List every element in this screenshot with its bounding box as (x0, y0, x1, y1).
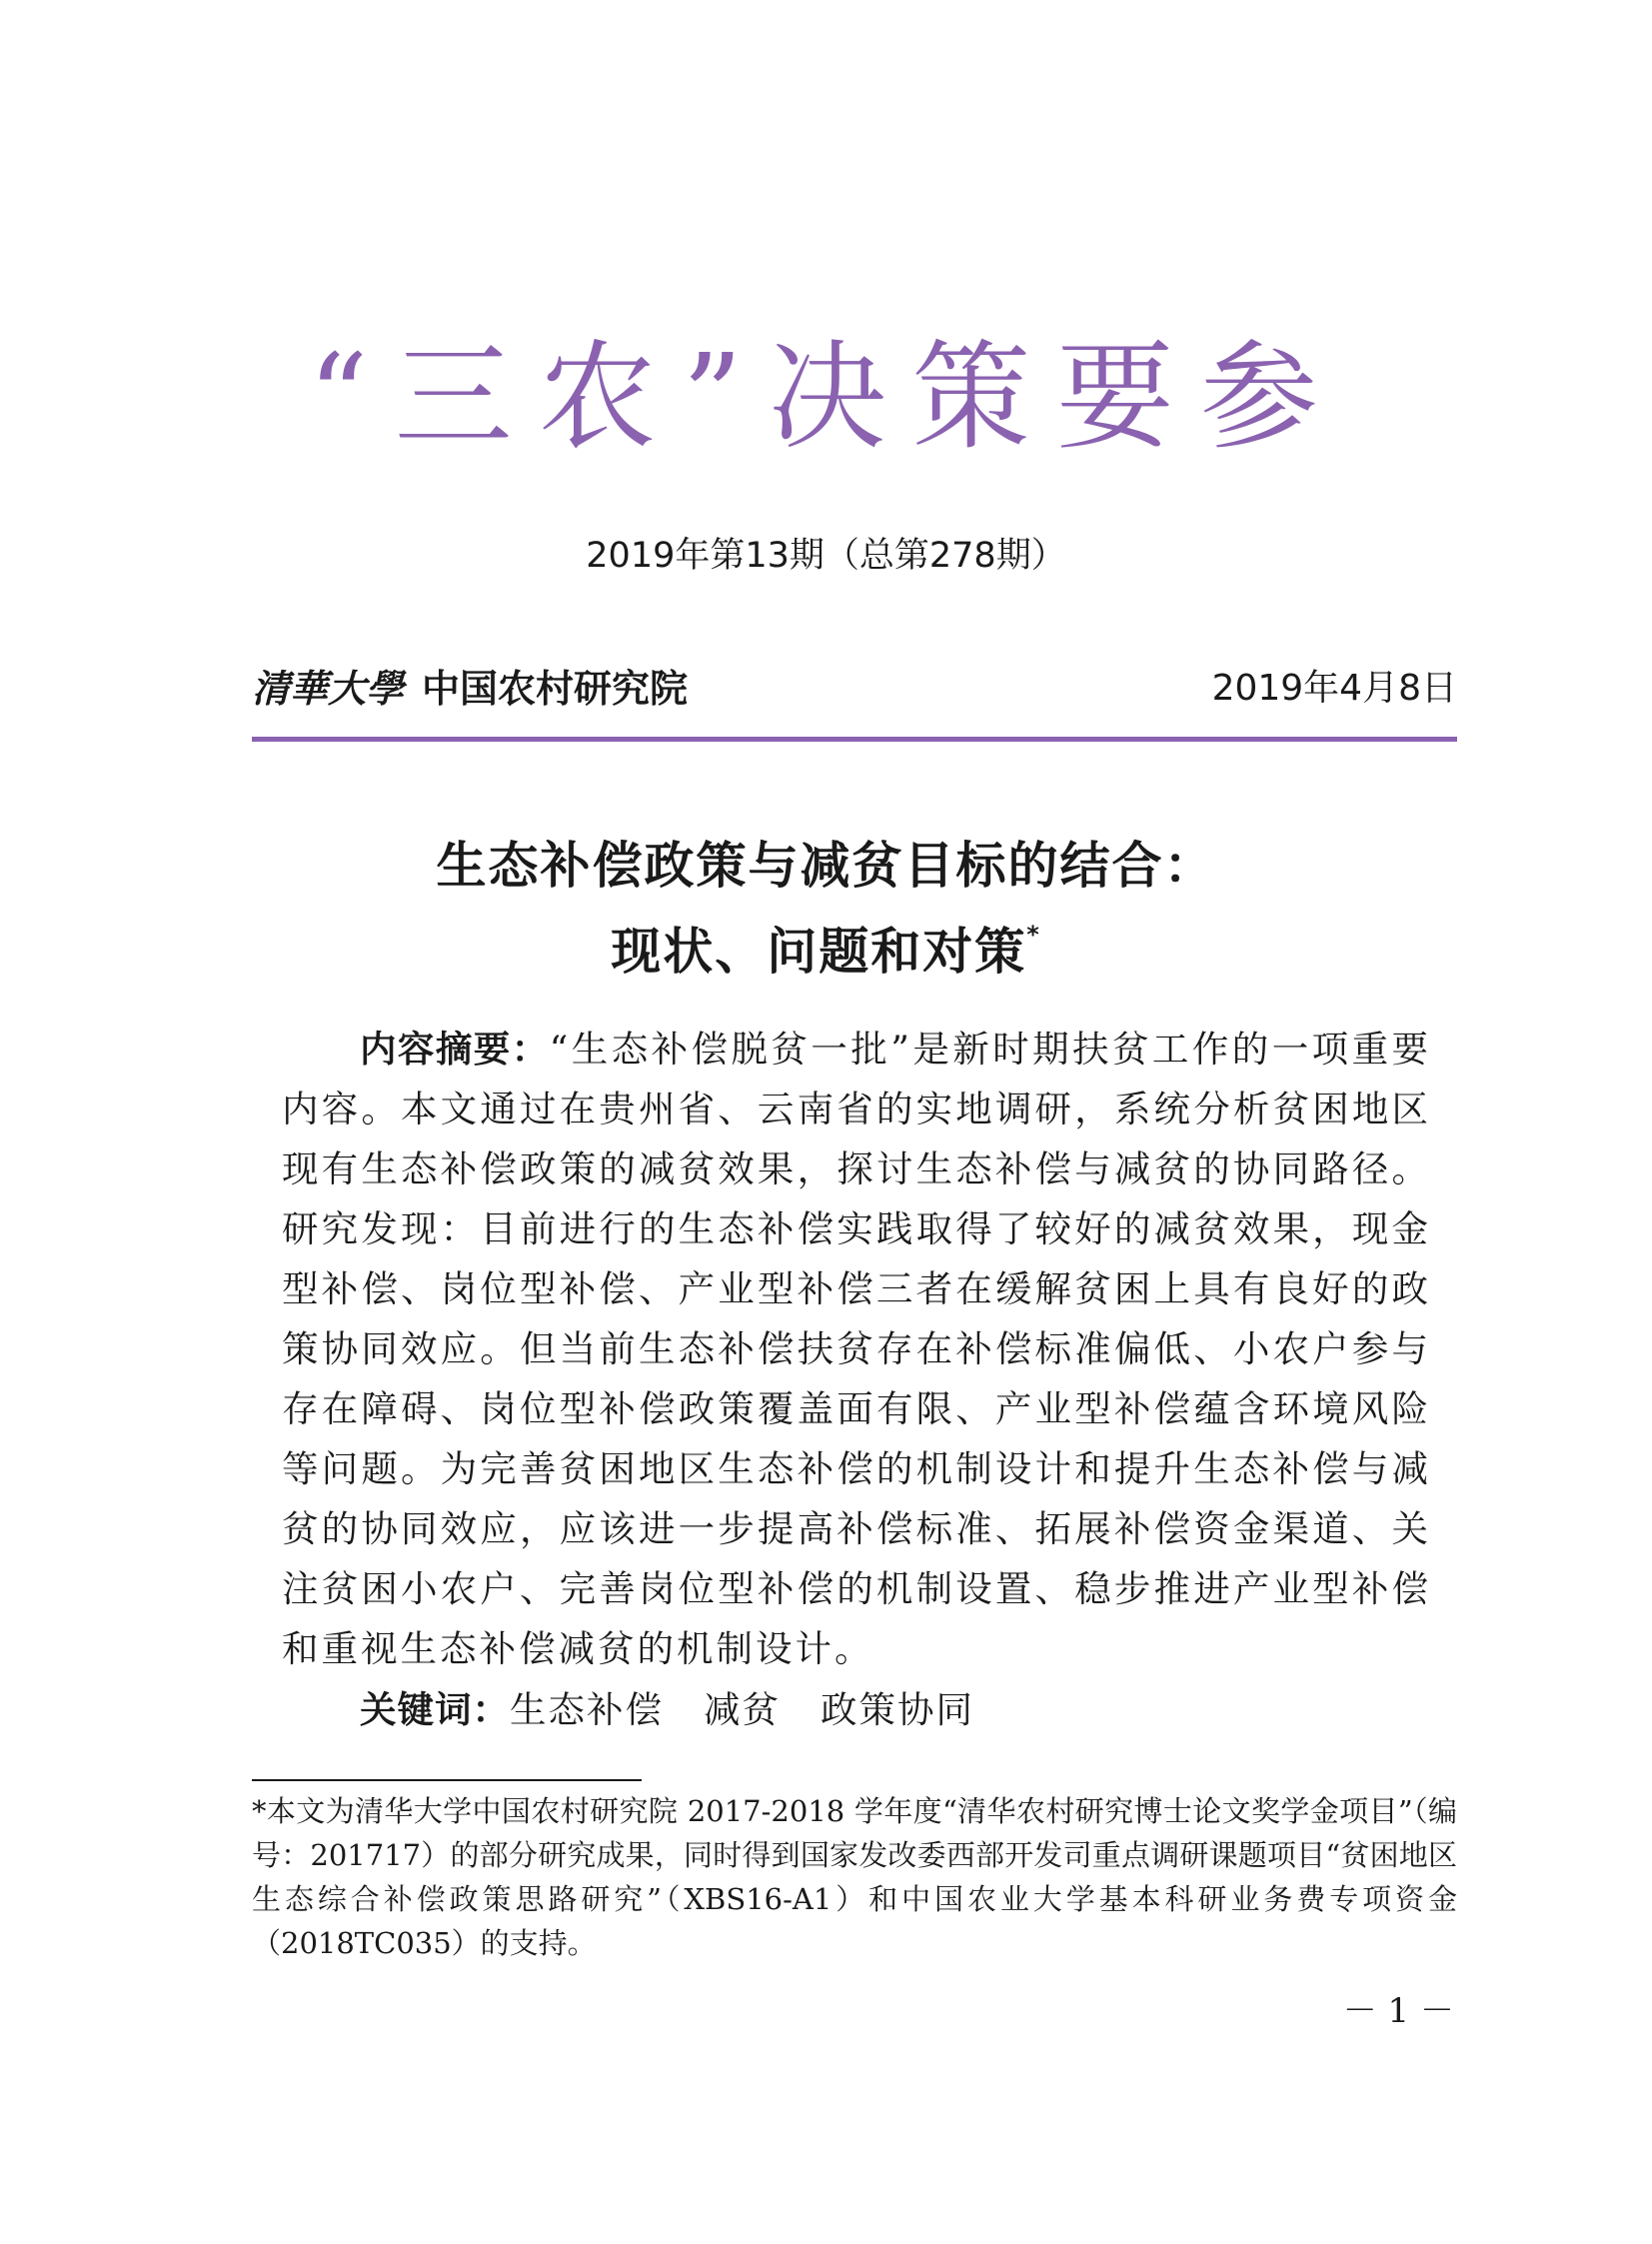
keyword-item: 政策协同 (821, 1688, 974, 1731)
issue-line: 2019年第13期（总第278期） (586, 536, 1066, 576)
article-title-line2-text: 现状、问题和对策 (611, 923, 1027, 981)
abstract-text: “生态补偿脱贫一批”是新时期扶贫工作的一项重要内容。本文通过在贵州省、云南省的实地调研，系统分析贫困地区现有生态补偿政策的减贫效果，探讨生态补偿与减贫的协同路径。研究发现：目前进行的生态补偿实践取得了较好的减贫效果，现金型补偿、岗位型补偿、产业型补偿三者在缓解贫困上具有良好的政策协同效应。但当前生态补偿扶贫存在补偿标准偏低、小农户参与存在障碍、岗位型补偿政策覆盖面有限、产业型补偿蕴含环境风险等问题。为完善贫困地区生态补偿的机制设计和提升生态补偿与减贫的协同效应，应该进一步提高补偿标准、拓展补偿资金渠道、关注贫困小农户、完善岗位型补偿的机制设置、稳步推进产业型补偿和重视生态补偿减贫的机制设计。 (282, 1028, 1432, 1670)
header-row (252, 658, 1457, 714)
title-footnote-marker: * (1026, 921, 1041, 949)
article-title-line2 (0, 912, 1652, 984)
masthead-title: “三农”决策要参 (308, 328, 1344, 466)
page-number: － 1 － (1342, 1991, 1454, 2031)
footnote-divider (252, 1779, 642, 1781)
article-title-line1: 生态补偿政策与减贫目标的结合： (436, 837, 1216, 895)
keywords-label: 关键词： (360, 1688, 510, 1731)
institute-name: 中国农村研究院 (422, 666, 689, 711)
keyword-item: 生态补偿 (510, 1688, 664, 1731)
abstract-label: 内容摘要： (360, 1028, 550, 1071)
publish-date: 2019年4月8日 (1211, 668, 1457, 709)
header-divider (252, 737, 1457, 742)
keywords-line (360, 1681, 1014, 1733)
keyword-item: 减贫 (704, 1688, 781, 1731)
footnote-text: *本文为清华大学中国农村研究院 2017-2018 学年度“清华农村研究博士论文奖学金项目”（编号：201717）的部分研究成果，同时得到国家发改委西部开发司重点调研课题项目“贫困地区生态综合补偿政策思路研究”（XBS16-A1）和中国农业大学基本科研业务费专项资金（2018TC035）的支持。 (252, 1794, 1457, 1960)
university-logo-text: 清華大學 (252, 666, 405, 711)
abstract-paragraph (282, 1020, 1431, 1679)
publisher (252, 658, 688, 713)
